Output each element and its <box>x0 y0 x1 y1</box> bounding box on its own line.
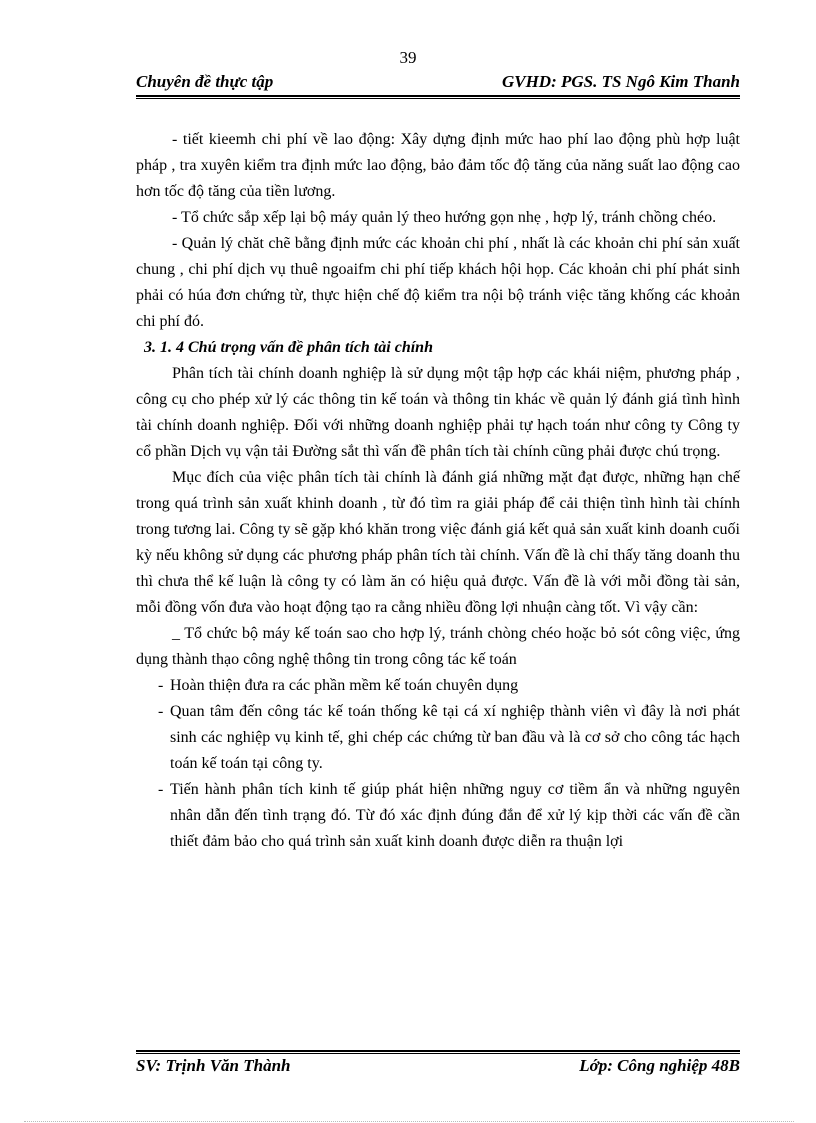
page-number: 39 <box>399 48 417 67</box>
page-edge <box>24 1121 794 1122</box>
page-header <box>136 72 740 92</box>
list-item-text: Tiến hành phân tích kinh tế giúp phát hiện những nguy cơ tiềm ẩn và những nguyên nhân dẫn đến tình trạng đó. Từ đó xác định đúng đắn để xử lý kịp thời các vấn đề cần thiết đảm bảo cho quá trình sản xuất kinh doanh được diễn ra thuận lợi <box>170 781 740 850</box>
paragraph-labor-cost: - tiết kieemh chi phí về lao động: Xây dựng định mức hao phí lao động phù hợp luật pháp , tra xuyên kiểm tra định mức lao động, bảo đảm tốc độ tăng của năng suất lao động cao hơn tốc độ tăng của tiền lương. <box>136 131 740 200</box>
list-item <box>136 673 740 699</box>
paragraph-analysis-purpose: Mục đích của việc phân tích tài chính là đánh giá những mặt đạt được, những hạn chế trong quá trình sản xuất khinh doanh , từ đó tìm ra giải pháp để cải thiện tình hình tài chính trong tương lai. Công ty sẽ gặp khó khăn trong việc đánh giá kết quả sản xuất kinh doanh cuối kỳ nếu không sử dụng các phương pháp phân tích tài chính. Vấn đề là chỉ thấy tăng doanh thu thì chưa thể kế luận là công ty có làm ăn có hiệu quả được. Vấn đề là với mỗi đồng tài sản, mỗi đồng vốn đưa vào hoạt động tạo ra cằng nhiều đồng lợi nhuận càng tốt. Vì vậy cần: <box>136 469 740 616</box>
paragraph-accounting-organization: _ Tổ chức bộ máy kế toán sao cho hợp lý, tránh chòng chéo hoặc bỏ sót công việc, ứng dụng thành thạo công nghệ thông tin trong công tác kế toán <box>136 625 740 668</box>
bullet-list <box>136 673 740 855</box>
header-supervisor: GVHD: PGS. TS Ngô Kim Thanh <box>501 72 740 91</box>
section-heading: 3. 1. 4 Chú trọng vấn đề phân tích tài chính <box>144 339 433 356</box>
paragraph-management-structure: - Tổ chức sắp xếp lại bộ máy quản lý theo hướng gọn nhẹ , hợp lý, tránh chồng chéo. <box>172 209 717 226</box>
list-item-text: Quan tâm đến công tác kế toán thống kê tại cá xí nghiệp thành viên vì đây là nơi phát sinh các nghiệp vụ kinh tế, ghi chép các chứng từ ban đầu và là cơ sở cho công tác hạch toán kế toán tại công ty. <box>170 703 740 772</box>
list-item <box>136 777 740 855</box>
bullet-dash: - <box>158 781 164 798</box>
paragraph-financial-analysis: Phân tích tài chính doanh nghiệp là sử dụng một tập hợp các khái niệm, phương pháp , công cụ cho phép xử lý các thông tin kế toán và thông tin khác về quản lý đánh giá tình hình tài chính doanh nghiệp. Đối với những doanh nghiệp phải tự hạch toán như công ty Công ty cổ phần Dịch vụ vận tải Đường sắt thì vấn đề phân tích tài chính cũng phải được chú trọng. <box>136 365 740 460</box>
document-body <box>136 127 740 855</box>
header-rule <box>136 95 740 99</box>
list-item <box>136 699 740 777</box>
paragraph-cost-control: - Quản lý chăt chẽ bằng định mức các khoản chi phí , nhất là các khoản chi phí sản xuất chung , chi phí dịch vụ thuê ngoaifm chi phí tiếp khách hội họp. Các khoản chi phí phát sinh phải có húa đơn chứng từ, thực hiện chế độ kiểm tra nội bộ tránh việc tăng khống các khoản chi phí đó. <box>136 235 740 330</box>
header-title: Chuyên đề thực tập <box>136 72 274 91</box>
footer-student: SV: Trịnh Văn Thành <box>136 1056 291 1075</box>
bullet-dash: - <box>158 703 164 720</box>
footer-rule <box>136 1050 740 1054</box>
list-item-text: Hoàn thiện đưa ra các phần mềm kế toán chuyên dụng <box>170 677 519 694</box>
footer-class: Lớp: Công nghiệp 48B <box>579 1056 740 1075</box>
bullet-dash: - <box>158 677 164 694</box>
page-footer <box>136 1056 740 1076</box>
